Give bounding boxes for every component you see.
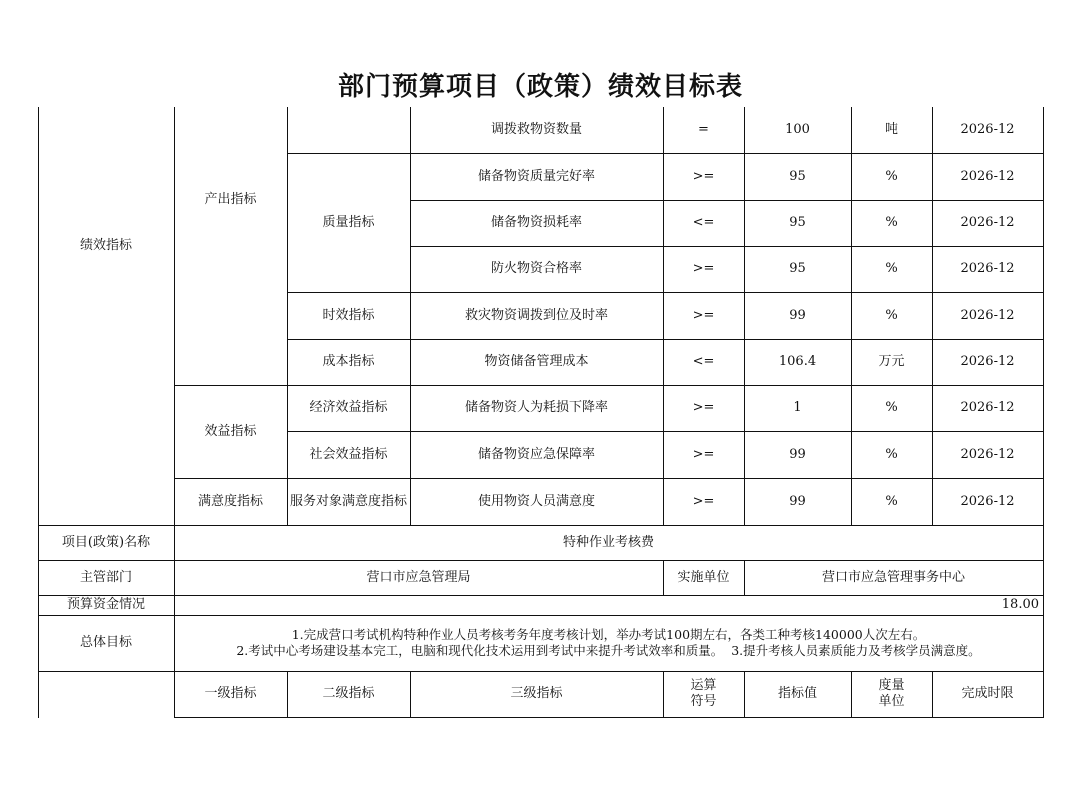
indicator-unit: % [885, 446, 898, 462]
impl-unit-value: 营口市应急管理事务中心 [821, 569, 965, 585]
indicator-operator: <= [692, 215, 715, 230]
indicator-deadline: 2026-12 [960, 354, 1015, 369]
project-name-value: 特种作业考核费 [562, 534, 654, 550]
header-level2: 二级指标 [322, 686, 375, 701]
objective-line-1: 1.完成营口考试机构特种作业人员考核考务年度考核计划，举办考试100期左右，各类工种考核140000人次左右。 [291, 627, 926, 642]
impl-unit-label: 实施单位 [677, 569, 730, 585]
header-unit-line2: 单位 [878, 694, 905, 709]
indicator-value: 99 [789, 493, 806, 509]
indicator-value: 99 [789, 307, 806, 323]
page-title: 部门预算项目（政策）绩效目标表 [337, 72, 743, 102]
indicator-deadline: 2026-12 [960, 215, 1015, 230]
indicator-operator: >= [692, 307, 715, 323]
budget-label: 预算资金情况 [66, 597, 145, 612]
indicator-deadline: 2026-12 [960, 168, 1015, 184]
indicator-value: 95 [789, 168, 806, 184]
header-operator-line1: 运算 [690, 678, 717, 693]
grid-line [1043, 107, 1044, 718]
indicator-deadline: 2026-12 [960, 261, 1015, 276]
indicator-name: 储备物资质量完好率 [477, 168, 595, 184]
indicator-deadline: 2026-12 [960, 446, 1015, 462]
indicator-operator: <= [692, 354, 715, 369]
indicator-name: 储备物资损耗率 [490, 215, 582, 230]
indicator-deadline: 2026-12 [960, 493, 1015, 509]
indicator-value: 106.4 [778, 354, 817, 369]
indicator-unit: % [885, 307, 898, 323]
level1-satisfaction: 满意度指标 [197, 493, 263, 509]
indicator-unit: 万元 [878, 354, 905, 369]
objective-label: 总体目标 [79, 635, 132, 650]
level2-quality: 质量指标 [322, 214, 375, 230]
indicator-name: 储备物资人为耗损下降率 [464, 400, 608, 415]
indicator-name: 防火物资合格率 [490, 261, 582, 276]
header-value: 指标值 [777, 686, 817, 701]
indicator-value: 95 [789, 261, 806, 276]
indicator-unit: % [885, 168, 898, 184]
header-operator [663, 671, 744, 717]
indicator-name: 救灾物资调拨到位及时率 [464, 307, 608, 323]
project-name-label: 项目(政策)名称 [61, 534, 151, 550]
indicator-operator: >= [692, 168, 715, 184]
level1-output: 产出指标 [204, 191, 257, 207]
indicator-name: 调拨救物资数量 [490, 122, 582, 137]
indicator-deadline: 2026-12 [960, 307, 1015, 323]
budget-value: 18.00 [1001, 597, 1039, 612]
indicator-operator: >= [692, 493, 715, 509]
level2-social: 社会效益指标 [309, 446, 388, 462]
indicator-unit: % [885, 261, 898, 276]
indicator-value: 100 [785, 122, 810, 137]
indicator-unit: % [885, 493, 898, 509]
header-level3: 三级指标 [510, 686, 563, 701]
indicator-operator: >= [692, 400, 715, 415]
header-unit-line1: 度量 [878, 678, 905, 693]
indicator-unit: 吨 [884, 122, 898, 137]
indicator-name: 储备物资应急保障率 [477, 446, 595, 462]
indicator-name: 使用物资人员满意度 [477, 493, 595, 509]
indicator-deadline: 2026-12 [960, 122, 1015, 137]
grid-line [174, 717, 1044, 718]
indicator-unit: % [885, 400, 898, 415]
indicator-value: 1 [793, 400, 802, 415]
header-operator-line2: 符号 [690, 694, 717, 709]
indicator-name: 物资储备管理成本 [484, 354, 589, 369]
level2-cost: 成本指标 [322, 354, 375, 369]
indicator-unit: % [885, 215, 898, 230]
indicator-operator: = [698, 122, 709, 137]
header-deadline: 完成时限 [961, 686, 1014, 701]
header-level1: 一级指标 [204, 686, 257, 701]
level2-timeliness: 时效指标 [322, 307, 375, 323]
level2-economic: 经济效益指标 [309, 400, 388, 415]
indicator-value: 95 [789, 215, 806, 230]
perf-indicator-label: 绩效指标 [79, 238, 132, 253]
dept-value: 营口市应急管理局 [366, 569, 471, 585]
level2-service-satisfaction: 服务对象满意度指标 [289, 493, 407, 509]
indicator-deadline: 2026-12 [960, 400, 1015, 415]
objective-text [174, 615, 1043, 671]
objective-line-2: 2.考试中心考场建设基本完工，电脑和现代化技术运用到考试中来提升考试效率和质量。 3.提升考核人员素质能力及考核学员满意度。 [236, 643, 981, 658]
indicator-operator: >= [692, 261, 715, 276]
indicator-value: 99 [789, 446, 806, 462]
dept-label: 主管部门 [79, 569, 132, 585]
indicator-operator: >= [692, 446, 715, 462]
header-unit [851, 671, 932, 717]
level1-benefit: 效益指标 [204, 423, 257, 439]
